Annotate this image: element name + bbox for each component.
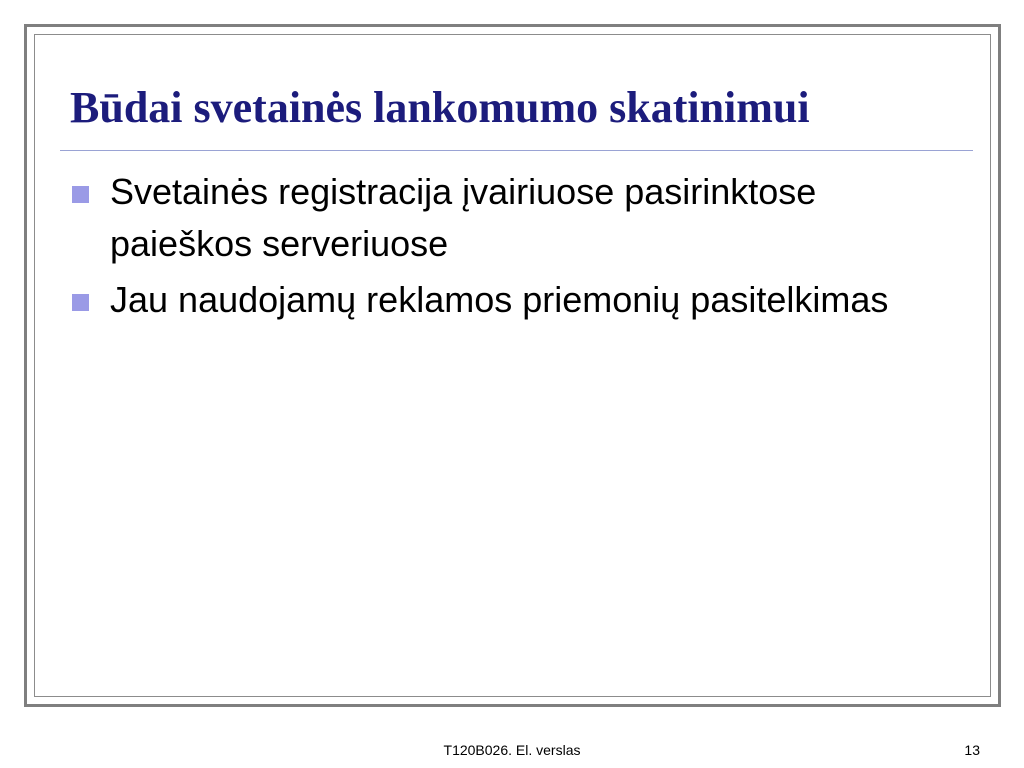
square-bullet-icon (72, 294, 89, 311)
page-number: 13 (964, 742, 980, 758)
slide-title: Būdai svetainės lankomumo skatinimui (70, 83, 810, 132)
square-bullet-icon (72, 186, 89, 203)
bullet-text: Svetainės registracija įvairiuose pasirinktose paieškos serveriuose (110, 171, 817, 264)
bullet-text: Jau naudojamų reklamos priemonių pasitelkimas (110, 279, 889, 320)
bullet-item (72, 166, 952, 270)
bullet-list (72, 166, 952, 330)
slide-footer: T120B026. El. verslas (443, 742, 581, 758)
bullet-item (72, 274, 952, 326)
title-divider (60, 150, 973, 151)
